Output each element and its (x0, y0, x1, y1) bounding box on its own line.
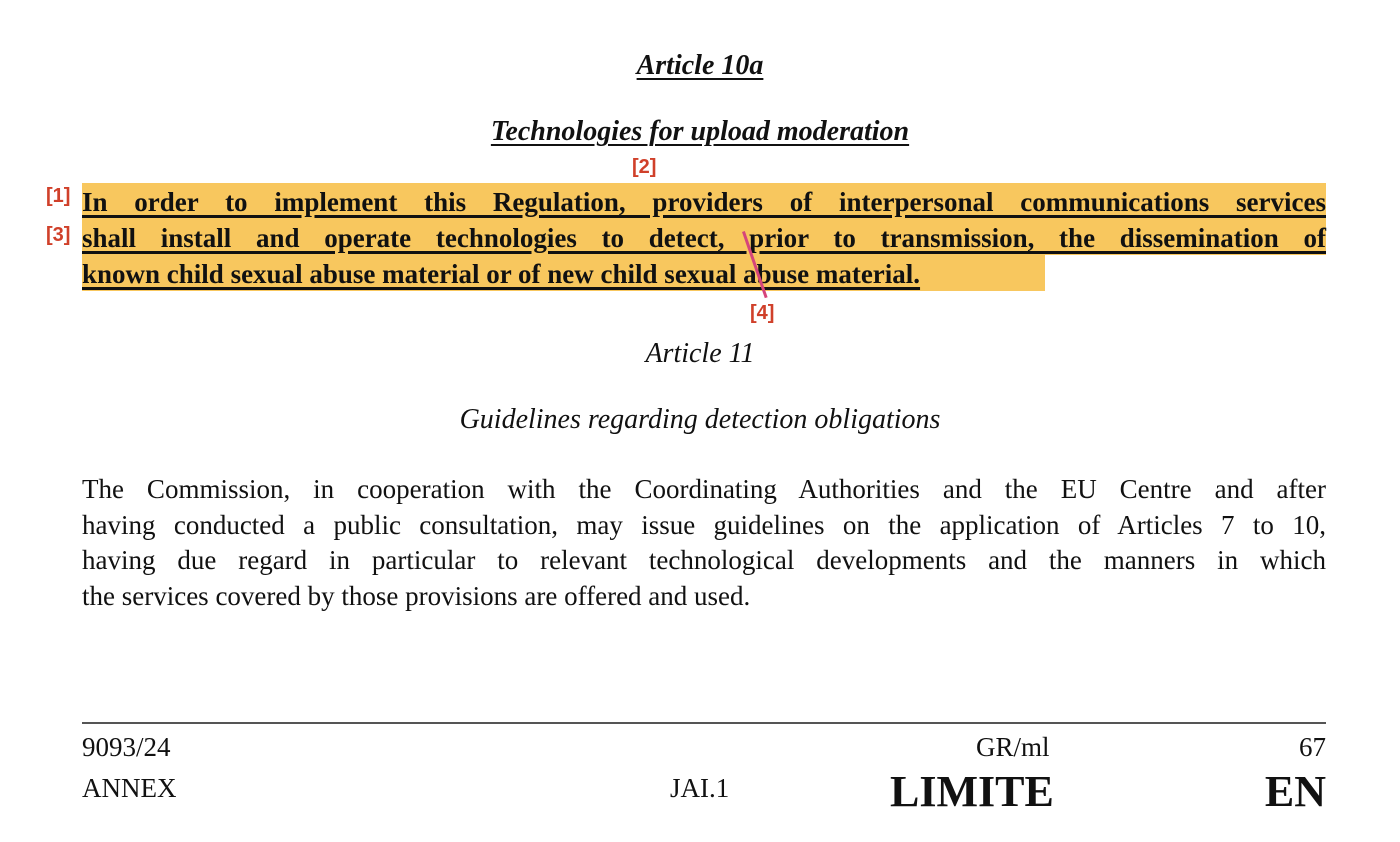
footer-divider (82, 722, 1326, 724)
annotation-marker-3: [3] (46, 224, 71, 246)
footer-annex: ANNEX (82, 773, 177, 803)
highlighted-line: known child sexual abuse material or of new child sexual abuse material. (82, 259, 921, 289)
article-10a-subtitle: Technologies for upload moderation (490, 116, 910, 147)
annotation-marker-4: [4] (750, 302, 775, 324)
footer-classification: LIMITE (890, 767, 1054, 816)
paragraph-line: having due regard in particular to relevant technological developments and the manners in which (82, 545, 1326, 575)
article-11-subtitle: Guidelines regarding detection obligations (459, 404, 941, 435)
annotation-marker-1: [1] (46, 185, 71, 207)
article-11-paragraph (82, 472, 1326, 614)
article-10a-paragraph (82, 184, 1326, 292)
article-10a-title: Article 10a (636, 50, 764, 81)
footer-doc-number: 9093/24 (82, 732, 171, 762)
annotation-marker-2: [2] (632, 156, 657, 178)
footer-language: EN (1264, 767, 1326, 816)
footer-initials: GR/ml (976, 732, 1050, 762)
footer-directorate: JAI.1 (670, 773, 730, 803)
paragraph-line: the services covered by those provisions are offered and used. (82, 580, 751, 611)
article-11-title: Article 11 (645, 338, 755, 369)
paragraph-line: The Commission, in cooperation with the Coordinating Authorities and the EU Centre and after (82, 474, 1326, 504)
highlighted-line: shall install and operate technologies to detect, prior to transmission, the dissemination of (82, 223, 1326, 253)
paragraph-line: having conducted a public consultation, may issue guidelines on the application of Articles 7 to 10, (82, 509, 1326, 540)
highlighted-line: In order to implement this Regulation, providers of interpersonal communications services (82, 187, 1326, 217)
footer-page-number: 67 (1299, 732, 1326, 762)
